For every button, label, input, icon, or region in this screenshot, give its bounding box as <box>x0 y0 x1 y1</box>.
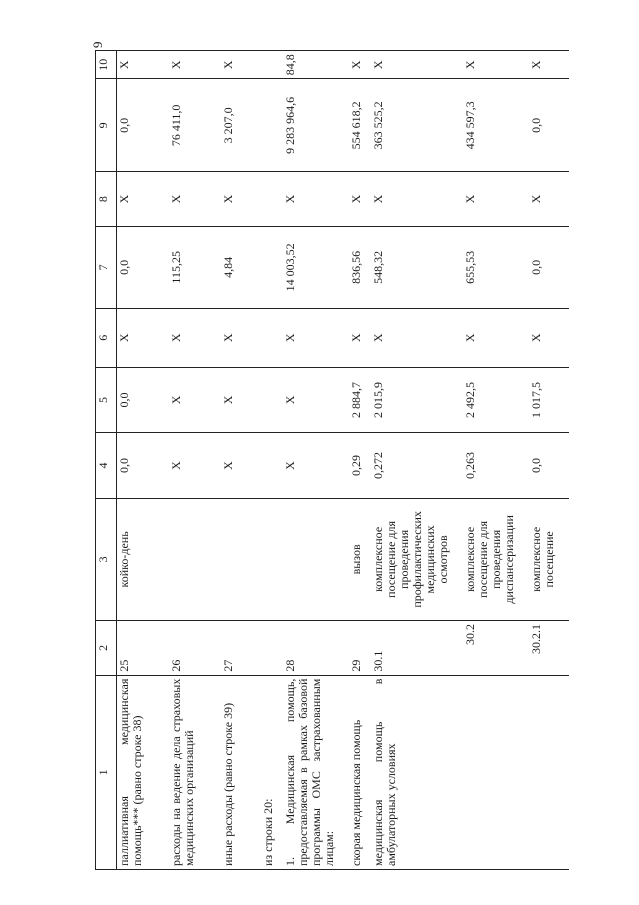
row-number <box>261 621 283 676</box>
unit-cell <box>169 498 221 620</box>
header-row <box>96 51 117 870</box>
column-header: 3 <box>96 498 117 620</box>
table-cell: X <box>221 51 261 79</box>
table-cell: X <box>117 51 169 79</box>
table-cell: 76 411,0 <box>169 79 221 172</box>
table-cell: X <box>371 308 463 367</box>
table-cell: X <box>221 308 261 367</box>
row-number: 25 <box>117 621 169 676</box>
table-cell: 14 003,52 <box>283 226 349 308</box>
row-label: иные расходы (равно строке 39) <box>221 675 261 869</box>
table-row <box>371 51 463 870</box>
table-cell: X <box>221 433 261 499</box>
table-cell: 0,263 <box>463 433 529 499</box>
table-row <box>283 51 349 870</box>
row-number: 28 <box>283 621 349 676</box>
table-cell: X <box>349 308 371 367</box>
row-label: скорая медицинская помощь <box>349 675 371 869</box>
table-cell: X <box>169 308 221 367</box>
row-number: 27 <box>221 621 261 676</box>
row-label: медицинская помощь в амбулаторных условиях <box>371 675 463 869</box>
table-cell: X <box>463 51 529 79</box>
unit-cell <box>221 498 261 620</box>
table-cell: 0,0 <box>529 226 569 308</box>
table-cell: X <box>283 367 349 433</box>
unit-cell: комплексное посещение <box>529 498 569 620</box>
table-row <box>529 51 569 870</box>
column-header: 7 <box>96 226 117 308</box>
table-cell <box>261 367 283 433</box>
column-header: 5 <box>96 367 117 433</box>
table-cell: X <box>371 172 463 227</box>
unit-cell <box>283 498 349 620</box>
unit-cell: койко-день <box>117 498 169 620</box>
table-cell: 1 017,5 <box>529 367 569 433</box>
row-label <box>463 675 529 869</box>
table-cell <box>261 79 283 172</box>
table-cell: 0,29 <box>349 433 371 499</box>
table-cell: X <box>529 308 569 367</box>
table-row <box>169 51 221 870</box>
row-number: 30.2 <box>463 621 529 676</box>
page-number: 9 <box>90 41 105 48</box>
table-cell: X <box>463 172 529 227</box>
table-cell: 0,272 <box>371 433 463 499</box>
table-cell: 9 283 964,6 <box>283 79 349 172</box>
table-cell: X <box>371 51 463 79</box>
table-cell <box>261 226 283 308</box>
unit-cell: комплексное посещение для проведения диспансеризации <box>463 498 529 620</box>
table-cell: 3 207,0 <box>221 79 261 172</box>
table-cell: 2 884,7 <box>349 367 371 433</box>
row-label: паллиативная медицинская помощь*** (равно строке 38) <box>117 675 169 869</box>
row-number: 29 <box>349 621 371 676</box>
column-header: 8 <box>96 172 117 227</box>
row-number: 30.2.1 <box>529 621 569 676</box>
unit-cell: вызов <box>349 498 371 620</box>
table-row <box>221 51 261 870</box>
column-header: 9 <box>96 79 117 172</box>
table-cell: 655,53 <box>463 226 529 308</box>
table-cell: 84,8 <box>283 51 349 79</box>
column-header: 2 <box>96 621 117 676</box>
table-cell: 836,56 <box>349 226 371 308</box>
table-cell: X <box>349 172 371 227</box>
rotated-table-container <box>95 50 599 870</box>
column-header: 1 <box>96 675 117 869</box>
table-cell: X <box>169 367 221 433</box>
table-cell <box>261 51 283 79</box>
row-number: 30.1 <box>371 621 463 676</box>
table-cell: 0,0 <box>117 433 169 499</box>
column-header: 4 <box>96 433 117 499</box>
table-cell: X <box>283 308 349 367</box>
row-label: расходы на ведение дела страховых медицинских организаций <box>169 675 221 869</box>
table-cell: 0,0 <box>529 433 569 499</box>
table-row <box>349 51 371 870</box>
unit-cell: комплексное посещение для проведения профилактических медицинских осмотров <box>371 498 463 620</box>
table-cell: X <box>117 308 169 367</box>
table-cell: 0,0 <box>117 79 169 172</box>
unit-cell <box>261 498 283 620</box>
data-table <box>95 50 569 870</box>
table-cell: X <box>221 367 261 433</box>
table-cell: X <box>463 308 529 367</box>
table-cell: 4,84 <box>221 226 261 308</box>
table-cell: 434 597,3 <box>463 79 529 172</box>
table-cell: X <box>349 51 371 79</box>
table-cell: 2 015,9 <box>371 367 463 433</box>
table-cell: X <box>283 433 349 499</box>
row-label: 1. Медицинская помощь, предоставляемая в рамках базовой программы ОМС застрахованным лицам: <box>283 675 349 869</box>
table-cell: 115,25 <box>169 226 221 308</box>
table-row <box>261 51 283 870</box>
table-cell: X <box>169 172 221 227</box>
table-cell <box>261 308 283 367</box>
table-row <box>117 51 169 870</box>
table-cell: X <box>169 433 221 499</box>
column-header: 10 <box>96 51 117 79</box>
table-cell: X <box>221 172 261 227</box>
table-cell: 0,0 <box>117 367 169 433</box>
table-cell: 2 492,5 <box>463 367 529 433</box>
table-cell <box>261 433 283 499</box>
table-cell: 363 525,2 <box>371 79 463 172</box>
table-cell: X <box>529 172 569 227</box>
table-cell: 0,0 <box>117 226 169 308</box>
column-header: 6 <box>96 308 117 367</box>
table-cell <box>261 172 283 227</box>
table-cell: X <box>283 172 349 227</box>
table-cell: X <box>169 51 221 79</box>
table-cell: 0,0 <box>529 79 569 172</box>
table-row <box>463 51 529 870</box>
table-cell: X <box>117 172 169 227</box>
table-cell: X <box>529 51 569 79</box>
row-label <box>529 675 569 869</box>
row-number: 26 <box>169 621 221 676</box>
section-label: из строки 20: <box>261 675 283 869</box>
table-cell: 548,32 <box>371 226 463 308</box>
table-cell: 554 618,2 <box>349 79 371 172</box>
